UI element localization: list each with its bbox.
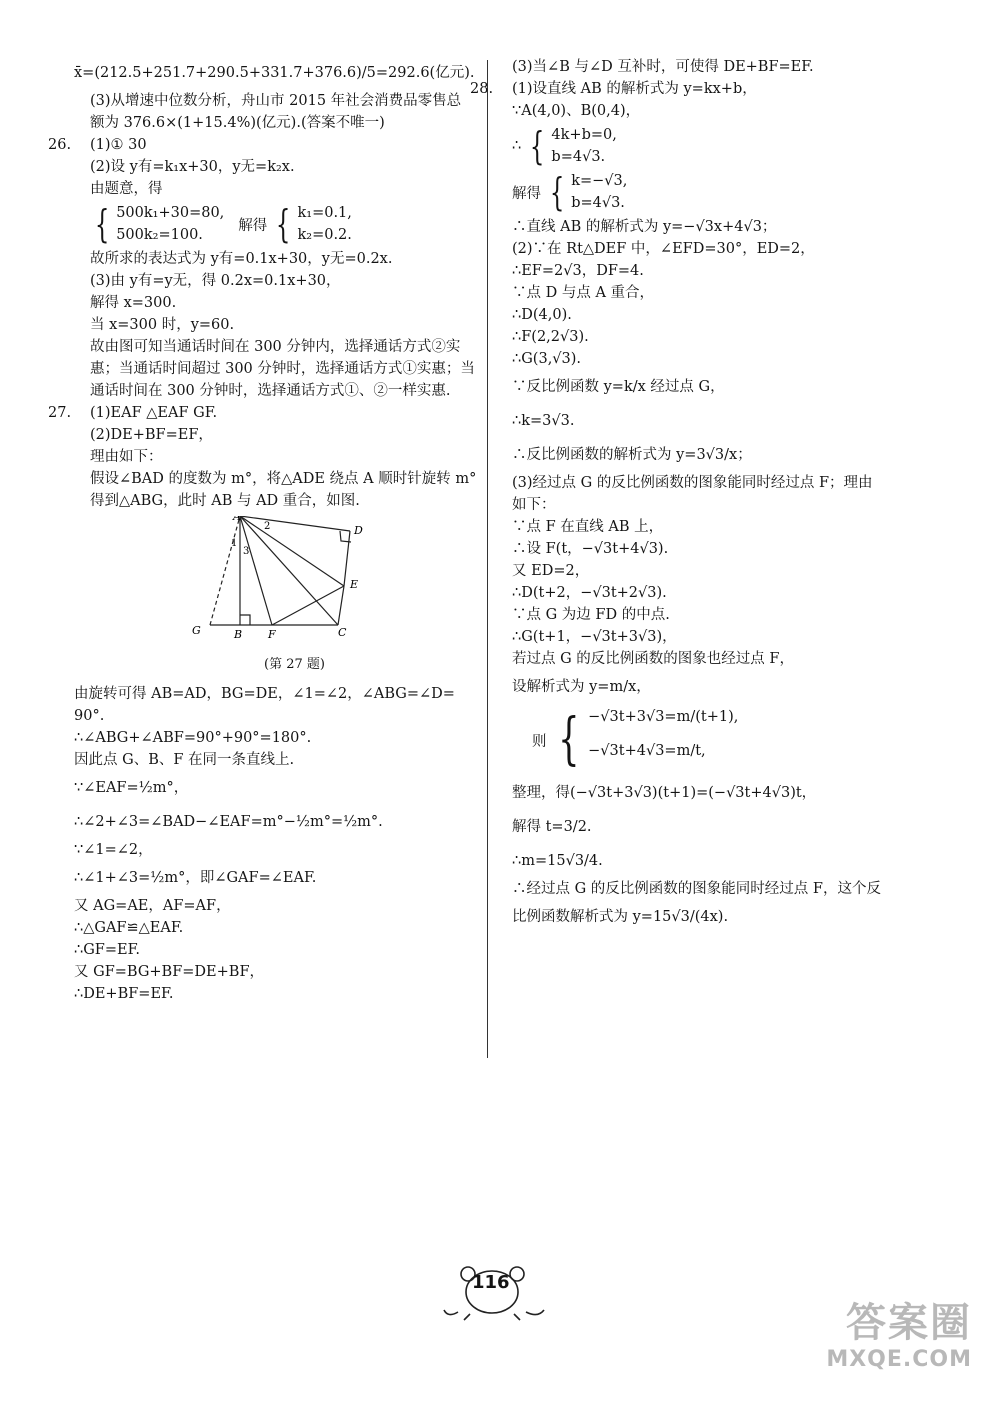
equation-system: { 500k₁+30=80, 500k₂=100. 解得 { k₁=0.1, k₂=0.2. xyxy=(94,202,352,246)
text-line: 得到△ABG，此时 AB 与 AD 重合，如图. xyxy=(90,493,360,509)
text-line: 设解析式为 y=m/x， xyxy=(512,679,651,695)
equation: k₁=0.1, xyxy=(297,205,352,221)
text-line: ∵∠1=∠2， xyxy=(74,842,153,858)
watermark-logo: 答案圈 xyxy=(846,1300,972,1346)
text-line: ∴直线 AB 的解析式为 y=−√3x+4√3； xyxy=(512,219,777,235)
text-line: ∵点 G 为边 FD 的中点. xyxy=(512,607,670,623)
text-line: ∴k=3√3. xyxy=(512,413,575,429)
text-line: ∴D(4,0). xyxy=(512,307,572,323)
equation: 500k₂=100. xyxy=(116,227,203,243)
text-label: 解得 xyxy=(238,217,268,234)
figure-label-angle-3: 3 xyxy=(243,546,250,557)
text-line: (1)设直线 AB 的解析式为 y=kx+b， xyxy=(512,81,757,97)
text-label: 解得 xyxy=(512,185,541,202)
text-line: 解得 x=300. xyxy=(90,295,177,311)
text-line: ∴D(t+2，−√3t+2√3). xyxy=(512,585,667,601)
page-number: 116 xyxy=(472,1272,510,1293)
text-line: ∵点 D 与点 A 重合， xyxy=(512,285,655,301)
text-label: 则 xyxy=(532,733,547,750)
mean-formula: x̄=(212.5+251.7+290.5+331.7+376.6)/5=292.6(亿元). xyxy=(74,65,475,81)
column-divider xyxy=(487,60,488,1058)
figure-label-angle-1: 1 xyxy=(231,538,238,549)
watermark-url: MXQE.COM xyxy=(826,1347,972,1372)
text-line: ∴∠1+∠3=½m°，即∠GAF=∠EAF. xyxy=(74,870,317,886)
text-line: 故由图可知当通话时间在 300 分钟内，选择通话方式②实 xyxy=(90,339,461,355)
text-line: 解得 t=3/2. xyxy=(512,819,592,835)
equation-system: 解得 { k=−√3, b=4√3. xyxy=(512,170,628,214)
text-line: (1)① 30 xyxy=(90,137,147,153)
text-line: ∵∠EAF=½m°， xyxy=(74,780,189,796)
text-line: ∵反比例函数 y=k/x 经过点 G， xyxy=(512,379,725,395)
text-line: 又 ED=2， xyxy=(512,563,590,579)
text-line: ∴∠2+∠3=∠BAD−∠EAF=m°−½m°=½m°. xyxy=(74,814,383,830)
geometry-figure xyxy=(94,516,474,681)
text-line: ∴G(3,√3). xyxy=(512,351,582,367)
text-line: (3)由 y有=y无，得 0.2x=0.1x+30， xyxy=(90,273,341,289)
text-line: 故所求的表达式为 y有=0.1x+30，y无=0.2x. xyxy=(90,251,393,267)
figure-label-b: B xyxy=(234,628,243,641)
text-line: ∴反比例函数的解析式为 y=3√3/x； xyxy=(512,447,752,463)
text-line: 因此点 G、B、F 在同一条直线上. xyxy=(74,752,295,768)
text-line: ∴DE+BF=EF. xyxy=(74,986,174,1002)
figure-label-f: F xyxy=(268,628,276,641)
equation: 500k₁+30=80, xyxy=(116,205,225,221)
equation: −√3t+3√3=m/(t+1), xyxy=(588,709,739,725)
text-line: ∴经过点 G 的反比例函数的图象能同时经过点 F，这个反 xyxy=(512,881,881,897)
equation: b=4√3. xyxy=(571,195,625,211)
equation: 4k+b=0, xyxy=(551,127,617,143)
figure-label-d: D xyxy=(354,524,363,537)
text-line: 90°. xyxy=(74,708,105,724)
text-line: ∴EF=2√3，DF=4. xyxy=(512,263,644,279)
text-line: (3)从增速中位数分析，舟山市 2015 年社会消费品零售总 xyxy=(90,93,462,109)
text-line: ∵A(4,0)、B(0,4)， xyxy=(512,103,641,119)
watermark xyxy=(772,1299,972,1379)
text-line: 假设∠BAD 的度数为 m°，将△ADE 绕点 A 顺时针旋转 m° xyxy=(90,471,477,487)
text-line: 理由如下： xyxy=(90,449,163,465)
figure-label-g: G xyxy=(192,624,201,637)
text-line: 由旋转可得 AB=AD，BG=DE，∠1=∠2，∠ABG=∠D= xyxy=(74,686,455,702)
text-line: 又 GF=BG+BF=DE+BF， xyxy=(74,964,265,980)
right-column xyxy=(470,56,916,934)
text-line: 通话时间在 300 分钟时，选择通话方式①、②一样实惠. xyxy=(90,383,451,399)
left-column xyxy=(48,56,482,1005)
text-line: ∵点 F 在直线 AB 上， xyxy=(512,519,664,535)
text-line: (3)当∠B 与∠D 互补时，可使得 DE+BF=EF. xyxy=(512,59,814,75)
figure-label-c: C xyxy=(338,626,347,639)
equation: k=−√3, xyxy=(571,173,628,189)
figure-caption: (第 27 题) xyxy=(264,657,325,672)
text-line: 又 AG=AE，AF=AF， xyxy=(74,898,231,914)
text-line: ∴△GAF≌△EAF. xyxy=(74,920,184,936)
text-line: (2)DE+BF=EF， xyxy=(90,427,213,443)
text-line: 由题意，得 xyxy=(90,181,163,197)
text-line: ∴F(2,2√3). xyxy=(512,329,589,345)
question-number-28: 28. xyxy=(470,81,494,97)
text-line: ∴设 F(t，−√3t+4√3). xyxy=(512,541,669,557)
text-line: (2)∵在 Rt△DEF 中，∠EFD=30°，ED=2， xyxy=(512,241,815,257)
text-line: (3)经过点 G 的反比例函数的图象能同时经过点 F；理由 xyxy=(512,475,873,491)
question-number-26: 26. xyxy=(48,137,72,153)
figure-label-a: A xyxy=(233,516,241,523)
equation-system: ∴ { 4k+b=0, b=4√3. xyxy=(512,124,617,168)
equation: k₂=0.2. xyxy=(297,227,352,243)
figure-label-angle-2: 2 xyxy=(264,521,271,532)
text-line: (1)EAF △EAF GF. xyxy=(90,405,218,421)
text-line: 整理，得(−√3t+3√3)(t+1)=(−√3t+4√3)t， xyxy=(512,785,817,801)
text-line: ∴G(t+1，−√3t+3√3)， xyxy=(512,629,677,645)
equation: −√3t+4√3=m/t, xyxy=(588,743,706,759)
text-line: ∴m=15√3/4. xyxy=(512,853,603,869)
text-line: 当 x=300 时，y=60. xyxy=(90,317,235,333)
text-line: ∴GF=EF. xyxy=(74,942,141,958)
equation: b=4√3. xyxy=(551,149,606,165)
figure-label-e: E xyxy=(350,578,359,591)
text-line: 若过点 G 的反比例函数的图象也经过点 F， xyxy=(512,651,794,667)
therefore-symbol: ∴ xyxy=(512,138,522,154)
text-line: 如下： xyxy=(512,497,556,513)
text-line: 额为 376.6×(1+15.4%)(亿元).(答案不唯一) xyxy=(90,115,385,131)
text-line: (2)设 y有=k₁x+30，y无=k₂x. xyxy=(90,159,295,175)
text-line: ∴∠ABG+∠ABF=90°+90°=180°. xyxy=(74,730,312,746)
question-number-27: 27. xyxy=(48,405,72,421)
text-line: 惠；当通话时间超过 300 分钟时，选择通话方式①实惠；当 xyxy=(90,361,475,377)
equation-system: 则 { −√3t+3√3=m/(t+1), −√3t+4√3=m/t, xyxy=(532,707,739,772)
text-line: 比例函数解析式为 y=15√3/(4x). xyxy=(512,909,729,925)
